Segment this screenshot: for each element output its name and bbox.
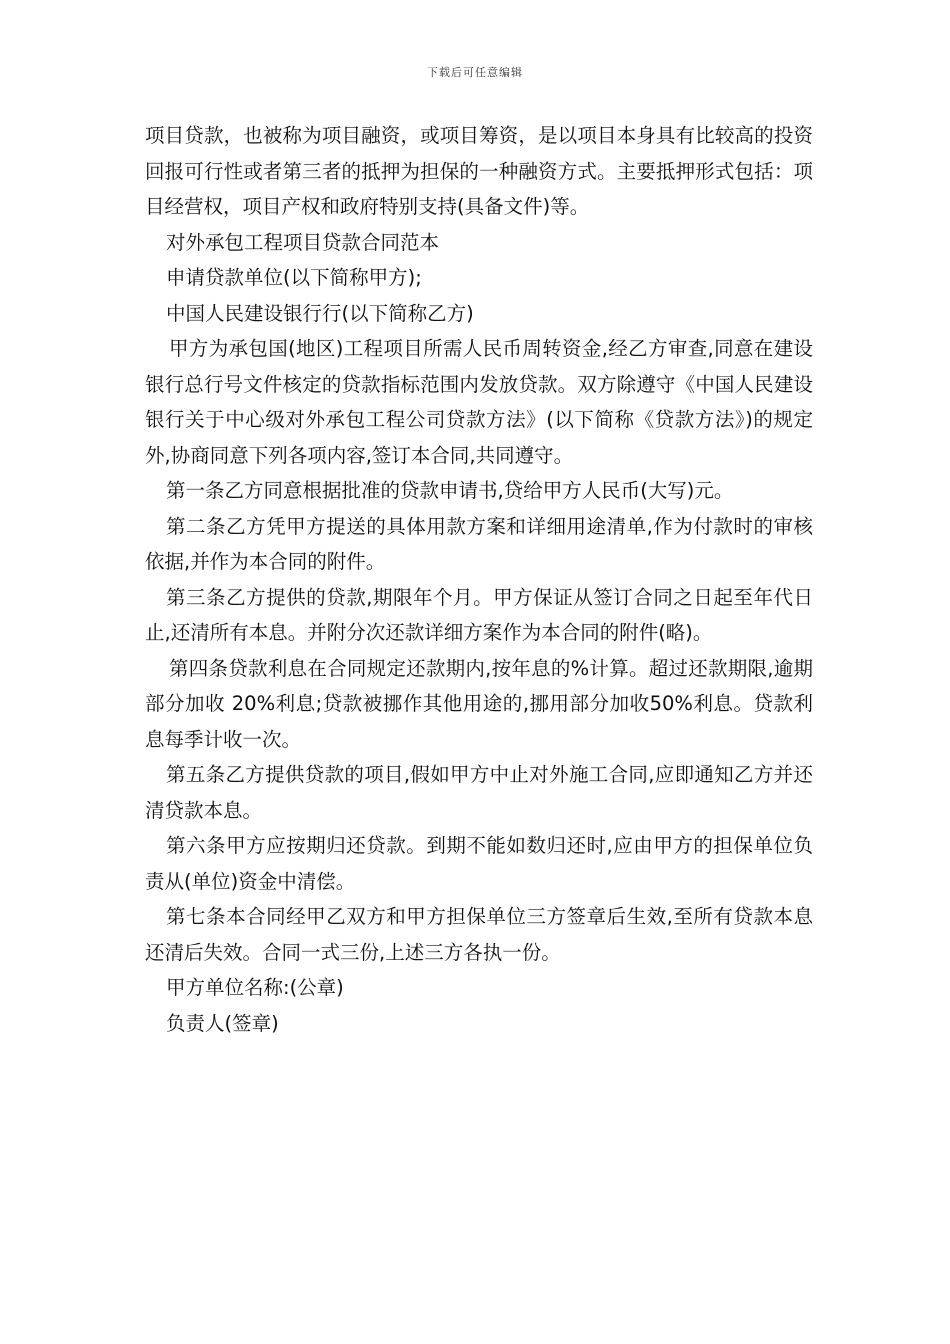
paragraph-article-5: 第五条乙方提供贷款的项目,假如甲方中止对外施工合同,应即通知乙方并还清贷款本息。 <box>145 763 813 822</box>
paragraph-party-b: 中国人民建设银行行(以下简称乙方) <box>166 301 474 325</box>
paragraph-article-7: 第七条本合同经甲乙双方和甲方担保单位三方签章后生效,至所有贷款本息还清后失效。合同一式三份,上述三方各执一份。 <box>145 905 813 964</box>
paragraph-responsible-person: 负责人(签章) <box>166 1011 279 1035</box>
paragraph-article-6: 第六条甲方应按期归还贷款。到期不能如数归还时,应由甲方的担保单位负责从(单位)资金中清偿。 <box>145 834 813 893</box>
document-body <box>145 118 813 1041</box>
paragraph-contract-title: 对外承包工程项目贷款合同范本 <box>166 230 440 254</box>
page-header: 下载后可任意编辑 <box>427 66 523 79</box>
paragraph-intro: 项目贷款，也被称为项目融资，或项目筹资，是以项目本身具有比较高的投资回报可行性或者第三者的抵押为担保的一种融资方式。主要抵押形式包括：项目经营权，项目产权和政府特别支持(具备文件)等。 <box>145 124 813 218</box>
paragraph-article-4: 第四条贷款利息在合同规定还款期内,按年息的%计算。超过还款期限,逾期部分加收 20%利息;贷款被挪作其他用途的,挪用部分加收50%利息。贷款利息每季计收一次。 <box>145 656 813 751</box>
paragraph-preamble: 甲方为承包国(地区)工程项目所需人民币周转资金,经乙方审查,同意在建设银行总行号文件核定的贷款指标范围内发放贷款。双方除遵守《中国人民建设银行关于中心级对外承包工程公司贷款方法》(以下简称《贷款方法》)的规定外,协商同意下列各项内容,签订本合同,共同遵守。 <box>145 337 813 467</box>
paragraph-article-1: 第一条乙方同意根据批准的贷款申请书,贷给甲方人民币(大写)元。 <box>166 479 734 502</box>
paragraph-article-2: 第二条乙方凭甲方提送的具体用款方案和详细用途清单,作为付款时的审核依据,并作为本合同的附件。 <box>145 514 813 573</box>
paragraph-party-a-name: 甲方单位名称:(公章) <box>166 976 344 999</box>
paragraph-article-3: 第三条乙方提供的贷款,期限年个月。甲方保证从签订合同之日起至年代日止,还清所有本息。并附分次还款详细方案作为本合同的附件(略)。 <box>145 585 813 644</box>
paragraph-party-a: 申请贷款单位(以下简称甲方); <box>166 266 422 289</box>
